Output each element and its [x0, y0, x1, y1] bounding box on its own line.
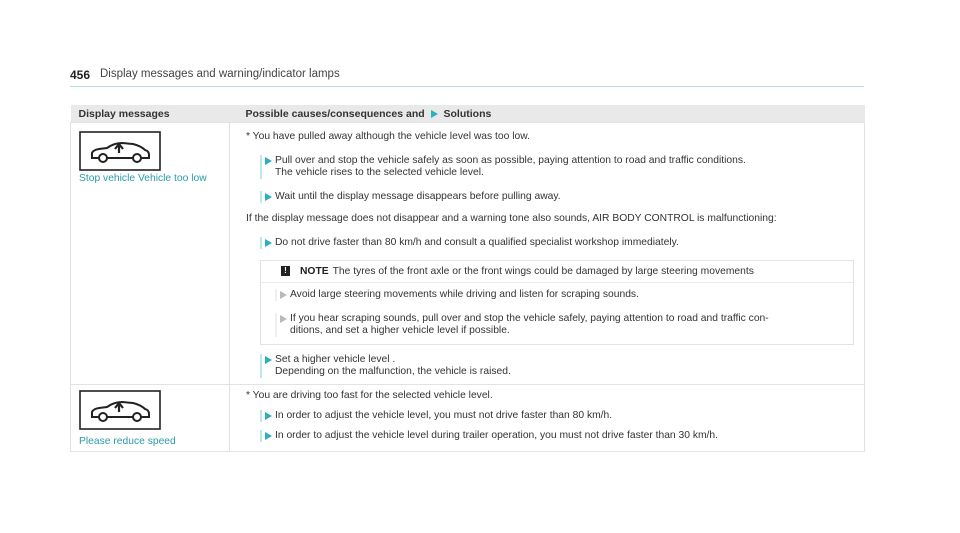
cause-text: * You have pulled away although the vehicle level was too low.	[246, 131, 530, 142]
note-step-scraping	[261, 313, 845, 337]
step-bar	[260, 191, 262, 203]
page-number: 456	[70, 68, 91, 82]
step-bar	[275, 289, 277, 301]
solution-cell	[230, 123, 865, 385]
step-bar	[260, 155, 262, 179]
step-text: Pull over and stop the vehicle safely as soon as possible, paying attention to road and traffic conditions.	[275, 155, 746, 166]
vehicle-level-icon	[79, 390, 161, 430]
step-result: Depending on the malfunction, the vehicle is raised.	[275, 366, 511, 377]
step-pull-over	[246, 155, 854, 179]
arrow-right-icon	[265, 157, 272, 165]
step-bar	[260, 430, 262, 442]
arrow-right-icon	[265, 356, 272, 364]
table-row	[71, 385, 865, 452]
step-text-cont: ditions, and set a higher vehicle level if possible.	[290, 325, 510, 336]
note-text: The tyres of the front axle or the front wings could be damaged by large steering movements	[332, 266, 754, 277]
page-header	[70, 68, 864, 87]
step-do-not-drive-faster	[246, 237, 854, 249]
step-bar	[260, 410, 262, 422]
arrow-right-icon	[265, 193, 272, 201]
step-wait	[246, 191, 854, 203]
col-header-solutions	[230, 105, 865, 123]
note-body	[261, 289, 853, 344]
step-text: Avoid large steering movements while driving and listen for scraping sounds.	[290, 289, 639, 300]
step-text: Do not drive faster than 80 km/h and consult a qualified specialist workshop immediately.	[275, 237, 679, 248]
col-header-prefix: Possible causes/consequences and	[245, 107, 425, 120]
message-cell	[71, 385, 230, 452]
note-step-avoid-steering	[261, 289, 845, 301]
messages-table	[70, 105, 865, 452]
col-header-display-messages: Display messages	[71, 105, 230, 123]
warning-icon: !	[281, 266, 290, 276]
col-header-suffix: Solutions	[443, 107, 492, 120]
step-text: Set a higher vehicle level .	[275, 354, 396, 365]
step-set-higher-level	[246, 354, 854, 378]
solution-cell	[230, 385, 865, 452]
step-bar	[260, 354, 262, 378]
step-text: In order to adjust the vehicle level during trailer operation, you must not drive faster than 30 km/h.	[275, 430, 719, 441]
message-cell	[71, 123, 230, 385]
step-bar	[275, 313, 277, 337]
step-bar	[260, 237, 262, 249]
vehicle-level-icon	[79, 131, 161, 171]
cause-text: * You are driving too fast for the selected vehicle level.	[246, 390, 493, 401]
arrow-right-icon	[265, 412, 272, 420]
arrow-right-icon	[280, 291, 287, 299]
note-label: NOTE	[300, 266, 329, 277]
message-label-reduce-speed: Please reduce speed	[79, 436, 176, 447]
arrow-right-icon	[265, 239, 272, 247]
step-text: Wait until the display message disappears before pulling away.	[275, 191, 561, 202]
table-row	[71, 123, 865, 385]
note-header	[261, 261, 853, 283]
malfunction-text: If the display message does not disappear and a warning tone also sounds, AIR BODY CONTROL is malfunctioning:	[246, 213, 777, 224]
step-text: In order to adjust the vehicle level, you must not drive faster than 80 km/h.	[275, 410, 613, 421]
table-header-row	[71, 105, 865, 123]
arrow-right-icon	[431, 110, 438, 118]
step-adjust-80	[246, 410, 854, 422]
arrow-right-icon	[280, 315, 287, 323]
note-box	[260, 260, 854, 345]
step-adjust-30	[246, 430, 854, 442]
arrow-right-icon	[265, 432, 272, 440]
message-label-stop-vehicle: Stop vehicle Vehicle too low	[79, 173, 207, 184]
page-title: Display messages and warning/indicator lamps	[100, 68, 340, 80]
step-text: If you hear scraping sounds, pull over and stop the vehicle safely, paying attention to road and traffic con-	[290, 313, 769, 324]
step-result: The vehicle rises to the selected vehicle level.	[275, 167, 484, 178]
